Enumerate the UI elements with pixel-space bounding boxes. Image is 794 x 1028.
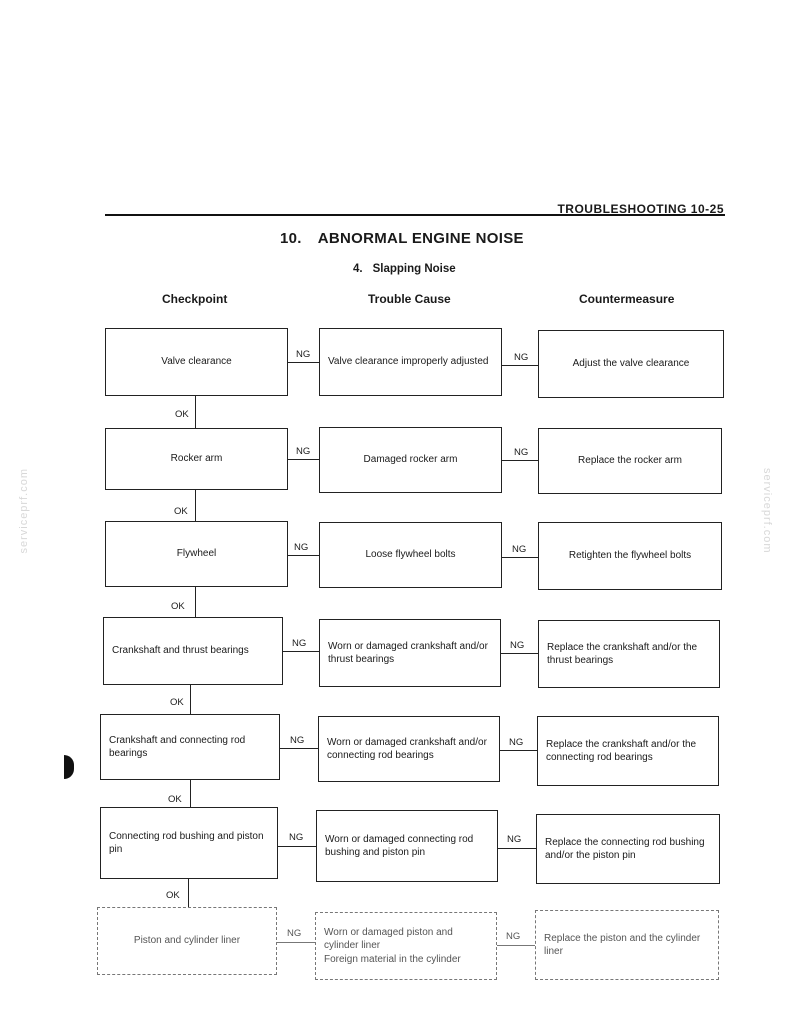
cause-box	[315, 912, 497, 980]
checkpoint-box	[105, 521, 288, 587]
ng-connector	[288, 362, 319, 363]
ng-label: NG	[289, 832, 304, 843]
cause-box	[319, 328, 502, 396]
countermeasure-label: Replace the crankshaft and/or the thrust bearings	[547, 641, 698, 666]
cause-label: Worn or damaged crankshaft and/or thrust bearings	[328, 640, 488, 665]
ok-label: OK	[175, 409, 189, 420]
countermeasure-label: Replace the piston and the cylinder liner	[544, 932, 701, 957]
ng-connector	[498, 848, 536, 849]
checkpoint-box	[103, 617, 283, 685]
cause-box	[316, 810, 498, 882]
scan-mark	[64, 755, 74, 779]
cause-box	[319, 427, 502, 493]
ng-connector	[283, 651, 319, 652]
ng-label: NG	[294, 542, 309, 553]
ng-label: NG	[509, 737, 524, 748]
ng-connector	[277, 942, 315, 943]
page-title	[280, 230, 524, 247]
ng-connector	[502, 460, 538, 461]
ng-connector	[280, 748, 318, 749]
countermeasure-box	[536, 814, 720, 884]
countermeasure-box	[537, 716, 719, 786]
cause-label: Worn or damaged crankshaft and/or connecting rod bearings	[327, 736, 487, 761]
ng-connector	[278, 846, 316, 847]
checkpoint-box	[105, 428, 288, 490]
ng-label: NG	[512, 544, 527, 555]
checkpoint-label: Flywheel	[176, 548, 217, 560]
ng-connector	[497, 945, 535, 946]
cause-label: Worn or damaged connecting rod bushing and piston pin	[325, 833, 474, 858]
cause-box	[319, 619, 501, 687]
countermeasure-box	[535, 910, 719, 980]
ng-connector	[288, 555, 319, 556]
ok-label: OK	[166, 890, 180, 901]
ng-connector	[288, 459, 319, 460]
ok-label: OK	[168, 794, 182, 805]
checkpoint-box	[105, 328, 288, 396]
title-text: ABNORMAL ENGINE NOISE	[317, 230, 524, 247]
cause-box	[318, 716, 500, 782]
ng-connector	[500, 750, 537, 751]
checkpoint-box	[100, 807, 278, 879]
subtitle-number: 4.	[353, 263, 363, 275]
ok-connector	[190, 780, 191, 807]
checkpoint-box	[100, 714, 280, 780]
ng-label: NG	[292, 638, 307, 649]
ok-connector	[195, 587, 196, 617]
cause-label: Damaged rocker arm	[363, 454, 458, 466]
cause-label: Valve clearance improperly adjusted	[328, 356, 489, 368]
cause-extra-label: Foreign material in the cylinder	[324, 953, 461, 965]
ng-connector	[502, 365, 538, 366]
checkpoint-label: Crankshaft and thrust bearings	[112, 645, 249, 657]
ok-label: OK	[170, 697, 184, 708]
countermeasure-box	[538, 522, 722, 590]
checkpoint-label: Valve clearance	[161, 356, 232, 368]
ng-label: NG	[296, 349, 311, 360]
ng-connector	[501, 653, 538, 654]
ng-label: NG	[290, 735, 305, 746]
countermeasure-box	[538, 620, 720, 688]
countermeasure-label: Replace the rocker arm	[578, 455, 682, 467]
checkpoint-label: Crankshaft and connecting rod bearings	[109, 734, 246, 759]
cause-label: Worn or damaged piston and cylinder liner	[324, 926, 453, 952]
watermark-right: serviceprf.com	[761, 468, 773, 554]
countermeasure-label: Adjust the valve clearance	[572, 358, 690, 370]
ok-label: OK	[171, 601, 185, 612]
ok-connector	[195, 396, 196, 428]
countermeasure-label: Replace the crankshaft and/or the connecting rod bearings	[546, 738, 697, 763]
ng-label: NG	[510, 640, 525, 651]
countermeasure-box	[538, 428, 722, 494]
header-rule	[105, 214, 725, 216]
checkpoint-box	[97, 907, 277, 975]
subtitle-text: Slapping Noise	[372, 263, 456, 275]
column-header-countermeasure: Countermeasure	[579, 292, 675, 306]
checkpoint-label: Piston and cylinder liner	[133, 935, 241, 947]
page-subtitle	[353, 263, 456, 275]
cause-box	[319, 522, 502, 588]
checkpoint-label: Rocker arm	[170, 453, 223, 465]
ng-label: NG	[514, 447, 529, 458]
ng-label: NG	[506, 931, 521, 942]
ok-label: OK	[174, 506, 188, 517]
checkpoint-label: Connecting rod bushing and piston pin	[109, 830, 264, 855]
ng-label: NG	[514, 352, 529, 363]
ok-connector	[195, 490, 196, 521]
watermark-left: serviceprf.com	[18, 468, 30, 554]
ok-connector	[188, 879, 189, 907]
cause-label: Loose flywheel bolts	[365, 549, 456, 561]
ng-label: NG	[296, 446, 311, 457]
countermeasure-label: Retighten the flywheel bolts	[568, 550, 692, 562]
ng-connector	[502, 557, 538, 558]
column-header-cause: Trouble Cause	[368, 292, 451, 306]
section-header: TROUBLESHOOTING 10-25	[557, 202, 724, 216]
countermeasure-label: Replace the connecting rod bushing and/or the piston pin	[545, 836, 705, 861]
ok-connector	[190, 685, 191, 714]
ng-label: NG	[287, 928, 302, 939]
ng-label: NG	[507, 834, 522, 845]
countermeasure-box	[538, 330, 724, 398]
title-number: 10.	[280, 230, 302, 247]
column-header-checkpoint: Checkpoint	[162, 292, 228, 306]
